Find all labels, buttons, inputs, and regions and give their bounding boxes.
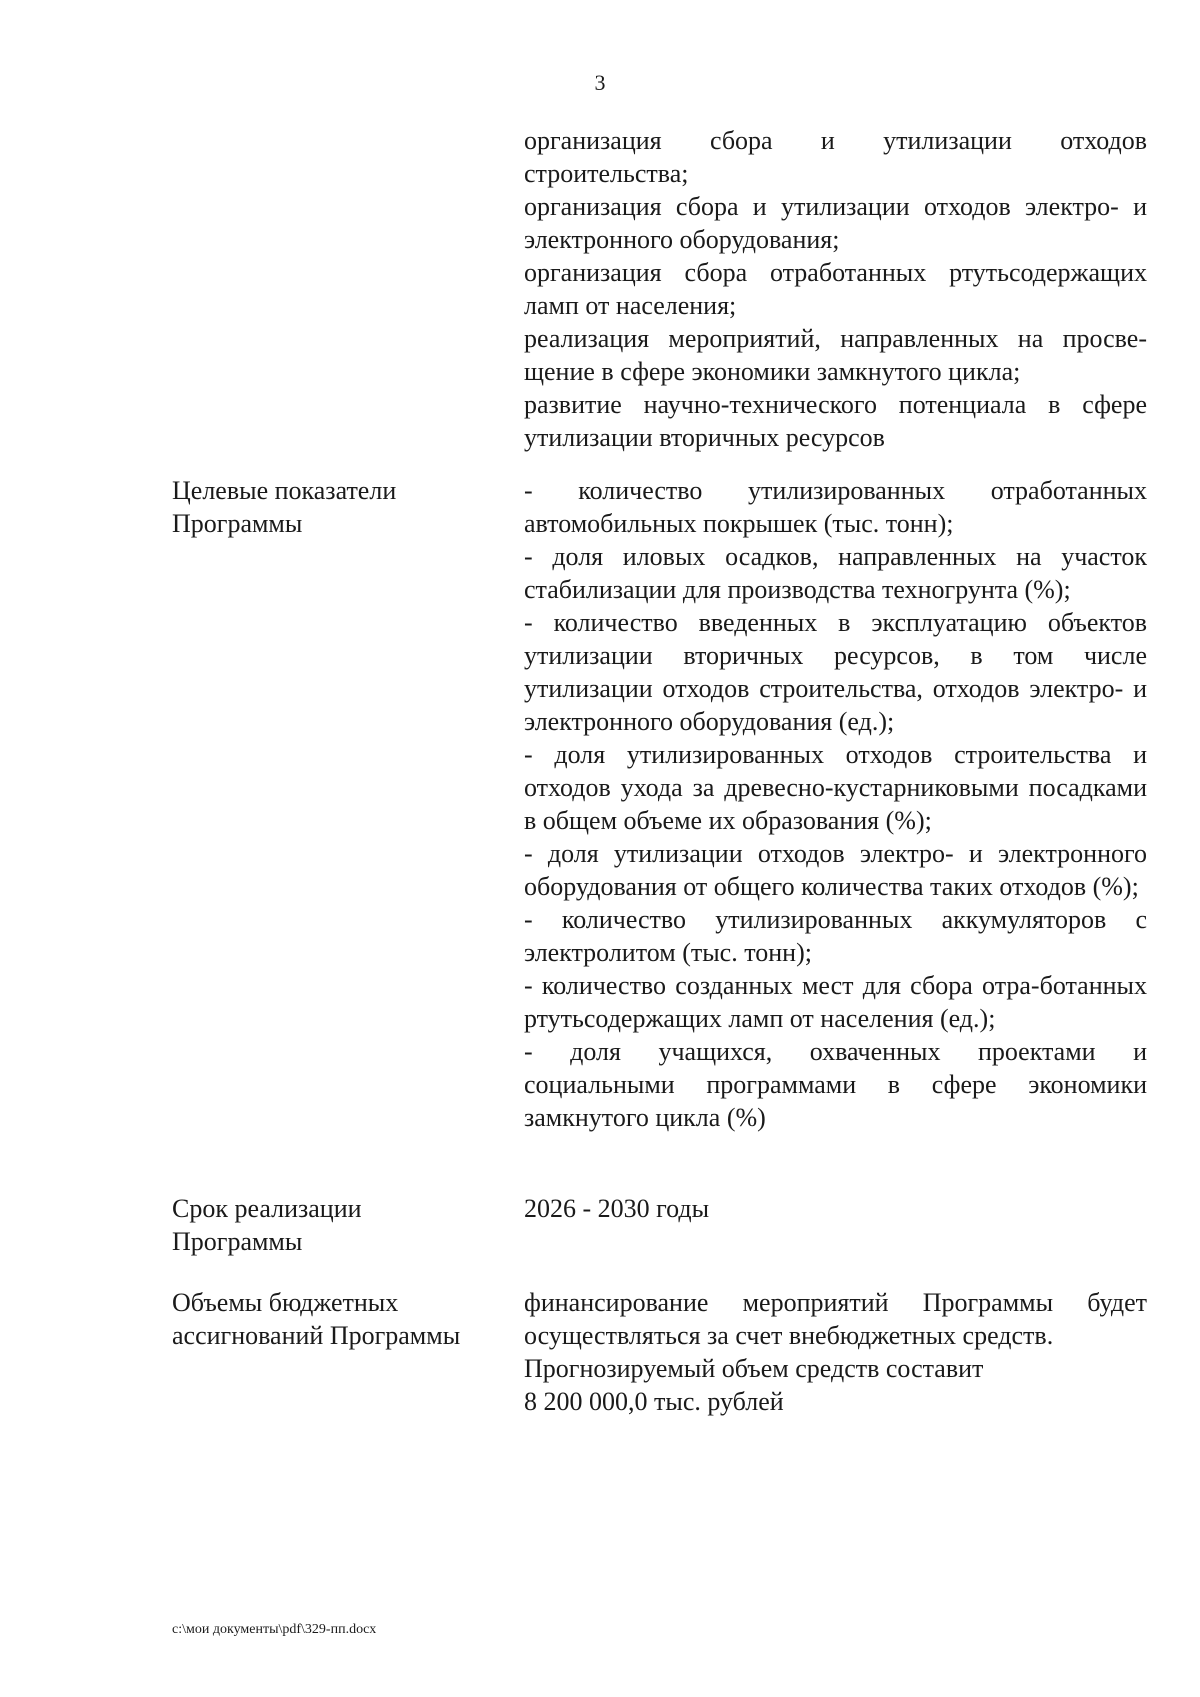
indicator-item: - доля учащихся, охваченных проектами и социальными программами в сфере экономики замкнутого цикла (%): [524, 1037, 1147, 1132]
label-line: Целевые показатели: [172, 476, 397, 505]
activity-item: организация сбора и утилизации отходов строительства;: [524, 126, 1147, 188]
target-indicators-label: [172, 474, 524, 540]
indicator-item: - количество утилизированных отработанных автомобильных покрышек (тыс. тонн);: [524, 476, 1147, 538]
activity-item: организация сбора отработанных ртутьсодержащих ламп от населения;: [524, 258, 1147, 320]
activity-item: реализация мероприятий, направленных на просве-щение в сфере экономики замкнутого цикла;: [524, 324, 1147, 386]
indicator-item: - количество утилизированных аккумуляторов с электролитом (тыс. тонн);: [524, 905, 1147, 967]
budget-allocations-label: [172, 1286, 524, 1352]
target-indicators-list: [524, 474, 1147, 1134]
indicator-item: - доля утилизированных отходов строительства и отходов ухода за древесно-кустарниковыми посадками в общем объеме их образования (%);: [524, 740, 1147, 835]
budget-amount: 8 200 000,0 тыс. рублей: [524, 1387, 784, 1416]
implementation-period-label: [172, 1192, 524, 1258]
program-passport-table: [172, 124, 1147, 1418]
implementation-period-value: [524, 1192, 1147, 1225]
row-target-indicators: [172, 474, 1147, 1134]
activities-list: [524, 124, 1147, 454]
period-text: 2026 - 2030 годы: [524, 1194, 710, 1223]
indicator-item: - количество созданных мест для сбора отра-ботанных ртутьсодержащих ламп от населения (ед.);: [524, 971, 1147, 1033]
budget-text: Прогнозируемый объем средств составит: [524, 1354, 984, 1383]
file-path-footer: c:\мои документы\pdf\329-пп.docx: [172, 1622, 377, 1637]
label-line: Объемы бюджетных: [172, 1288, 399, 1317]
budget-text: финансирование мероприятий Программы будет осуществляться за счет внебюджетных средств.: [524, 1288, 1147, 1350]
label-line: Программы: [172, 1227, 303, 1256]
label-line: Срок реализации: [172, 1194, 362, 1223]
activity-item: развитие научно-технического потенциала в сфере утилизации вторичных ресурсов: [524, 390, 1147, 452]
indicator-item: - доля иловых осадков, направленных на участок стабилизации для производства техногрунта (%);: [524, 542, 1147, 604]
row-implementation-period: [172, 1192, 1147, 1258]
page-number: 3: [594, 70, 606, 95]
label-line: ассигнований Программы: [172, 1321, 461, 1350]
budget-allocations-value: [524, 1286, 1147, 1418]
indicator-item: - количество введенных в эксплуатацию объектов утилизации вторичных ресурсов, в том числе утилизации отходов строительства, отходов электро- и электронного оборудования (ед.);: [524, 608, 1147, 736]
activity-item: организация сбора и утилизации отходов электро- и электронного оборудования;: [524, 192, 1147, 254]
row-activities: [172, 124, 1147, 454]
indicator-item: - доля утилизации отходов электро- и электронного оборудования от общего количества таких отходов (%);: [524, 839, 1147, 901]
label-line: Программы: [172, 509, 303, 538]
row-budget-allocations: [172, 1286, 1147, 1418]
